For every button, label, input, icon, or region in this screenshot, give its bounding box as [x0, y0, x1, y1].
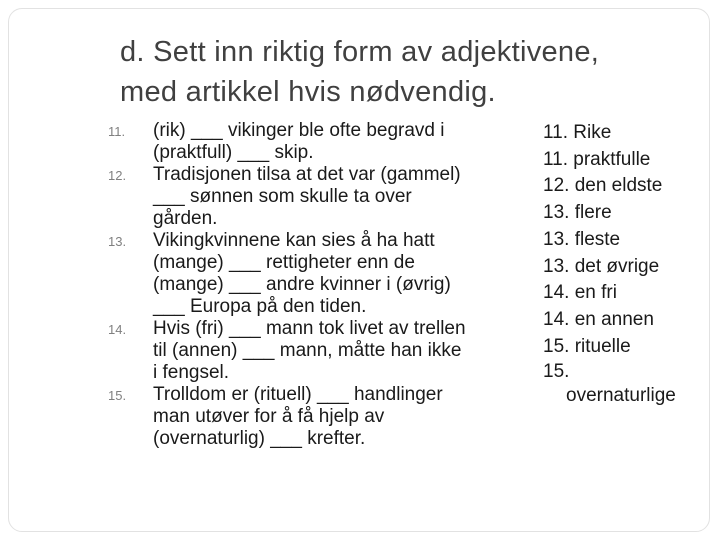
item-text: Vikingkvinnene kan sies å ha hatt (mange) ___ rettigheter enn de (mange) ___ andre kvinner i (øvrig) ___ Europa på den tiden.	[153, 230, 451, 317]
answer-item: 11. praktfulle	[543, 148, 651, 170]
item-text: Trolldom er (rituell) ___ handlinger man utøver for å få hjelp av (overnaturlig) ___ krefter.	[153, 384, 443, 449]
item-number: 15.	[108, 388, 127, 403]
answer-item: 13. fleste	[543, 228, 621, 250]
answer-item: 12. den eldste	[543, 175, 663, 197]
answer-item-last	[543, 360, 703, 408]
item-number: 14.	[108, 322, 127, 337]
answer-item: 13. flere	[543, 202, 612, 224]
slide-title: d. Sett inn riktig form av adjektivene, med artikkel hvis nødvendig.	[120, 36, 600, 108]
answer-number: 15.	[543, 361, 570, 383]
exercise-item-15	[108, 384, 528, 450]
item-text: Hvis (fri) ___ mann tok livet av trellen til (annen) ___ mann, måtte han ikke i fengsel.	[153, 318, 466, 383]
answer-item: 14. en annen	[543, 308, 654, 330]
item-number: 13.	[108, 234, 127, 249]
exercise-item-14	[108, 318, 528, 384]
exercise-list	[108, 120, 528, 450]
exercise-item-13	[108, 230, 528, 318]
item-number: 11.	[108, 124, 126, 139]
answer-text: overnaturlige	[566, 385, 676, 407]
item-number: 12.	[108, 168, 127, 183]
item-text: Tradisjonen tilsa at det var (gammel) ___ sønnen som skulle ta over gården.	[153, 164, 461, 229]
answer-item: 11. Rike	[543, 122, 612, 143]
answer-list	[543, 120, 703, 408]
item-text: (rik) ___ vikinger ble ofte begravd i (praktfull) ___ skip.	[153, 120, 445, 163]
exercise-item-11	[108, 120, 528, 164]
exercise-item-12	[108, 164, 528, 230]
answer-item: 14. en fri	[543, 282, 617, 304]
answer-item: 13. det øvrige	[543, 255, 660, 277]
answer-item: 15. rituelle	[543, 335, 631, 357]
